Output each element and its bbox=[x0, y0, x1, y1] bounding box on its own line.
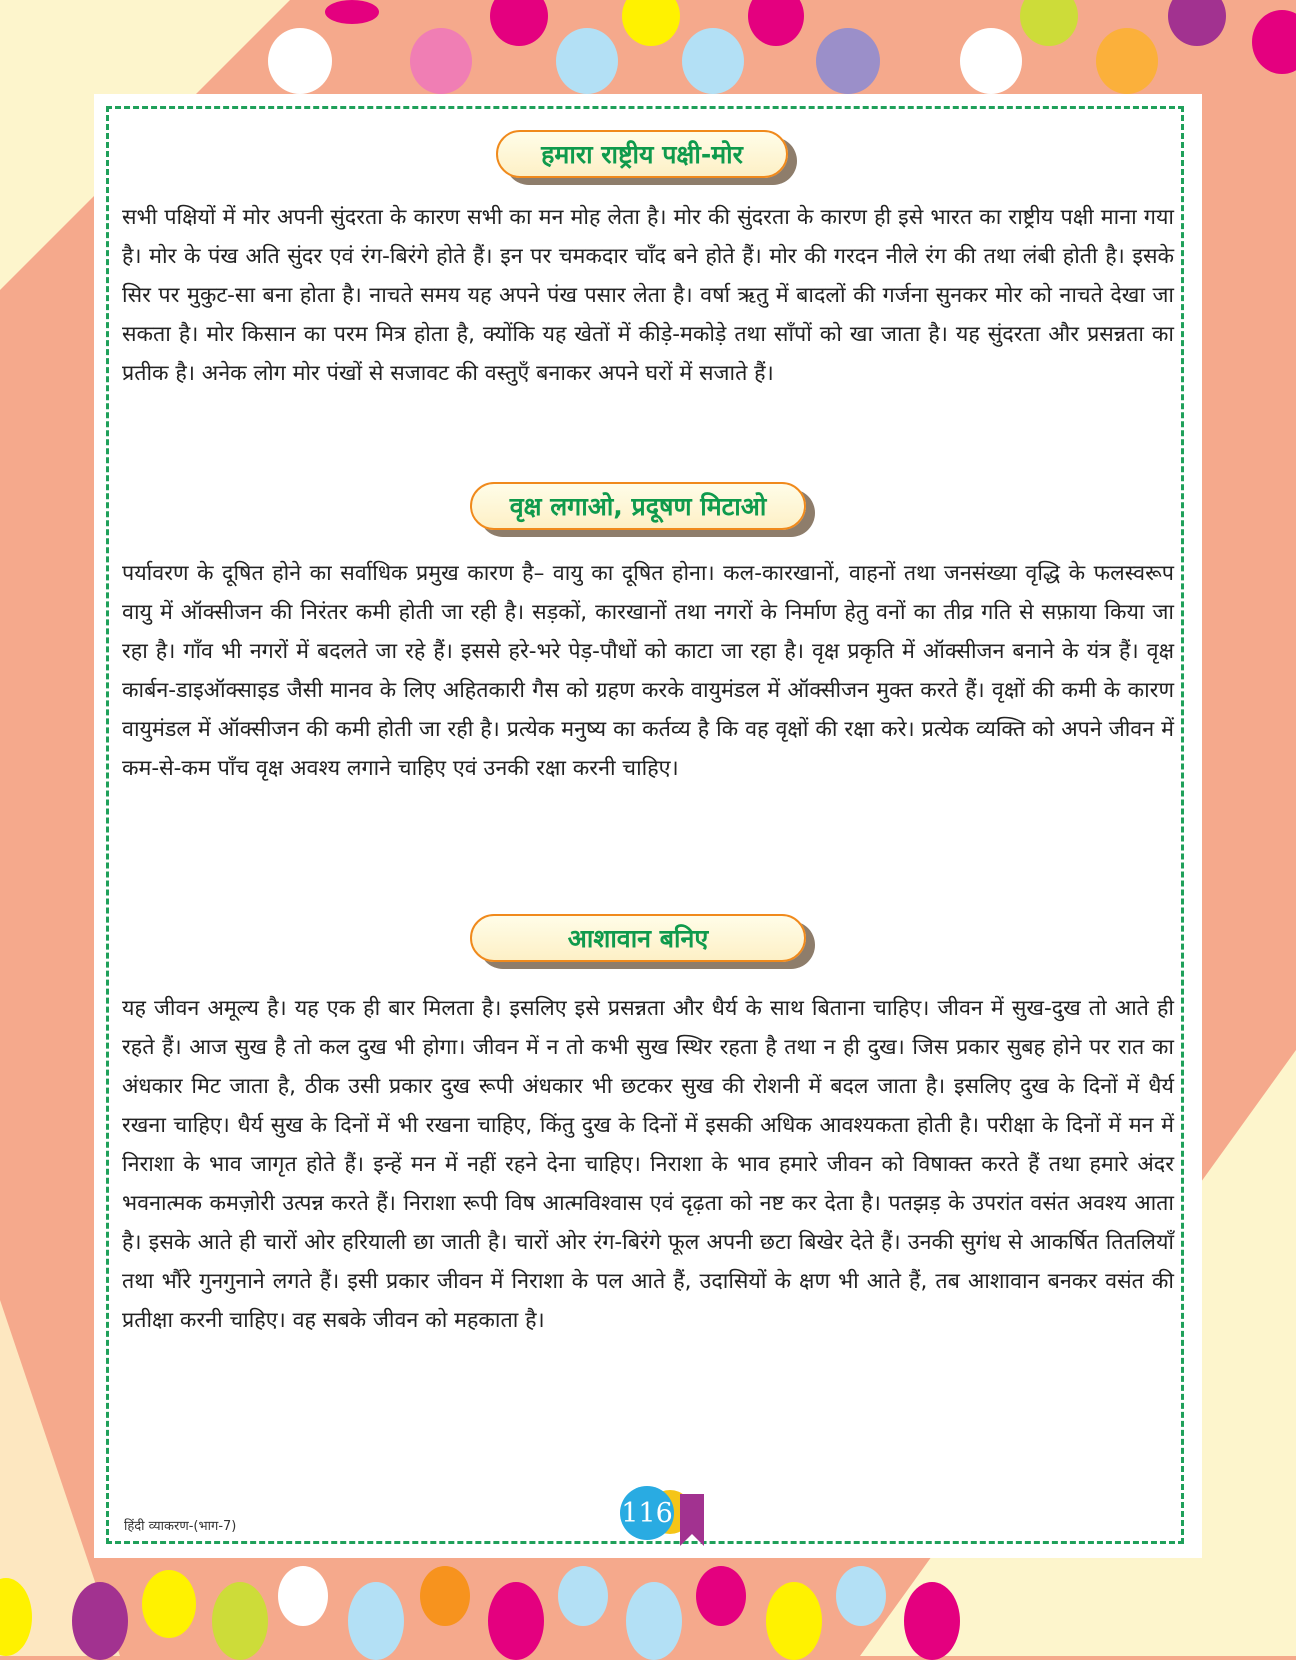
decor-dot bbox=[960, 28, 1022, 94]
section-heading-hope: आशावान बनिए bbox=[470, 914, 806, 962]
decor-dot bbox=[278, 1566, 328, 1626]
section-body-trees: पर्यावरण के दूषित होने का सर्वाधिक प्रमुख कारण है– वायु का दूषित होना। कल-कारखानों, वाहनों तथा जनसंख्या वृद्धि के फलस्वरूप वायु में ऑक्सीजन की निरंतर कमी होती जा रही है। सड़कों, कारखानों तथा नगरों के निर्माण हेतु वनों का तीव्र गति से सफ़ाया किया जा रहा है। गाँव भी नगरों में बदलते जा रहे हैं। इससे हरे-भरे पेड़-पौधों को काटा जा रहा है। वृक्ष प्रकृति में ऑक्सीजन बनाने के यंत्र हैं। वृक्ष कार्बन-डाइऑक्साइड जैसी मानव के लिए अहितकारी गैस को ग्रहण करके वायुमंडल में ऑक्सीजन मुक्त करते हैं। वृक्षों की कमी के कारण वायुमंडल में ऑक्सीजन की कमी होती जा रही है। प्रत्येक मनुष्य का कर्तव्य है कि वह वृक्षों की रक्षा करे। प्रत्येक व्यक्ति को अपने जीवन में कम-से-कम पाँच वृक्ष अवश्य लगाने चाहिए एवं उनकी रक्षा करनी चाहिए। bbox=[122, 561, 1174, 781]
decor-dot bbox=[488, 1582, 544, 1660]
decor-dot bbox=[1096, 28, 1158, 94]
section-heading-trees: वृक्ष लगाओ, प्रदूषण मिटाओ bbox=[470, 482, 806, 530]
decor-dot bbox=[696, 1566, 746, 1626]
decor-dot bbox=[348, 1582, 404, 1660]
decor-dot bbox=[816, 28, 880, 94]
decor-dot bbox=[682, 28, 744, 94]
section-heading-peacock: हमारा राष्ट्रीय पक्षी-मोर bbox=[496, 130, 788, 178]
decor-dot bbox=[72, 1582, 128, 1660]
decor-dot bbox=[142, 1570, 196, 1638]
decor-dot bbox=[626, 1582, 682, 1660]
decor-dot bbox=[420, 1566, 470, 1626]
decor-dot bbox=[836, 1566, 886, 1626]
decor-dot bbox=[325, 0, 379, 24]
section-body-hope: यह जीवन अमूल्य है। यह एक ही बार मिलता है। इसलिए इसे प्रसन्नता और धैर्य के साथ बिताना चाहिए। जीवन में सुख-दुख तो आते ही रहते हैं। आज सुख है तो कल दुख भी होगा। जीवन में न तो कभी सुख स्थिर रहता है तथा न ही दुख। जिस प्रकार सुबह होने पर रात का अंधकार मिट जाता है, ठीक उसी प्रकार दुख रूपी अंधकार भी छटकर सुख की रोशनी में बदल जाता है। इसलिए दुख के दिनों में धैर्य रखना चाहिए। धैर्य सुख के दिनों में भी रखना चाहिए, किंतु दुख के दिनों में इसकी अधिक आवश्यकता होती है। परीक्षा के दिनों में मन में निराशा के भाव जागृत होते हैं। इन्हें मन में नहीं रहने देना चाहिए। निराशा के भाव हमारे जीवन को विषाक्त करते हैं तथा हमारे अंदर भवनात्मक कमज़ोरी उत्पन्न करते हैं। निराशा रूपी विष आत्मविश्वास एवं दृढ़ता को नष्ट कर देता है। पतझड़ के उपरांत वसंत अवश्य आता है। इसके आते ही चारों ओर हरियाली छा जाती है। चारों ओर रंग-बिरंगे फूल अपनी छटा बिखेर देते हैं। उनकी सुगंध से आकर्षित तितलियाँ तथा भौंरे गुनगुनाने लगते हैं। इसी प्रकार जीवन में निराशा के पल आते हैं, उदासियों के क्षण भी आते हैं, तब आशावान बनकर वसंत की प्रतीक्षा करनी चाहिए। वह सबके जीवन को महकाता है। bbox=[122, 996, 1174, 1333]
decor-dot bbox=[410, 28, 472, 94]
decor-dot bbox=[268, 28, 332, 94]
decor-dot bbox=[766, 1582, 822, 1660]
decor-dot bbox=[558, 1566, 608, 1626]
book-title: हिंदी व्याकरण-(भाग-7) bbox=[124, 1519, 237, 1534]
section-body-peacock: सभी पक्षियों में मोर अपनी सुंदरता के कारण सभी का मन मोह लेता है। मोर की सुंदरता के कारण ही इसे भारत का राष्ट्रीय पक्षी माना गया है। मोर के पंख अति सुंदर एवं रंग-बिरंगे होते हैं। इन पर चमकदार चाँद बने होते हैं। मोर की गरदन नीले रंग की तथा लंबी होती है। इसके सिर पर मुकुट-सा बना होता है। नाचते समय यह अपने पंख पसार लेता है। वर्षा ऋतु में बादलों की गर्जना सुनकर मोर को नाचते देखा जा सकता है। मोर किसान का परम मित्र होता है, क्योंकि यह खेतों में कीड़े-मकोड़े तथा साँपों को खा जाता है। यह सुंदरता और प्रसन्नता का प्रतीक है। अनेक लोग मोर पंखों से सजावट की वस्तुएँ बनाकर अपने घरों में सजाते हैं। bbox=[122, 205, 1174, 386]
decor-dot bbox=[556, 28, 618, 94]
decor-dot bbox=[212, 1582, 268, 1660]
page-number: 116 bbox=[620, 1486, 674, 1540]
decor-dot bbox=[904, 1582, 960, 1660]
